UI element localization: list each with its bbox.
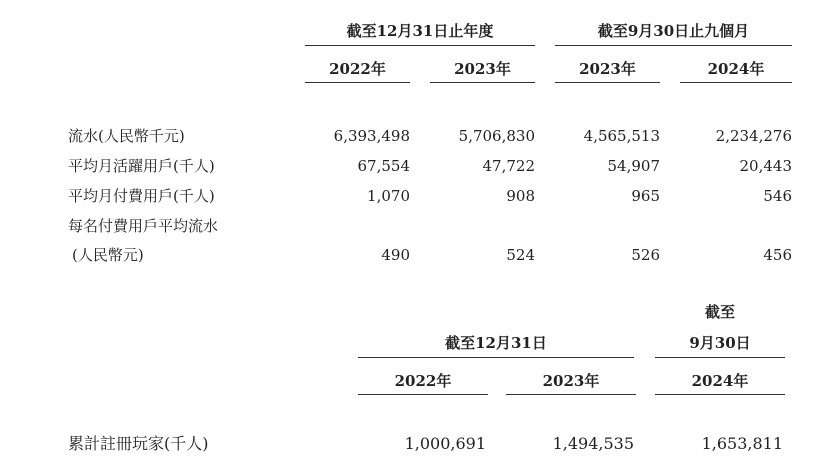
table2-year-header-1: 2022年 xyxy=(394,372,452,390)
table2-group-header-right-line2: 9月30日 xyxy=(689,334,751,352)
table1-cell: 524 xyxy=(506,246,535,264)
table2-group-header-right-line1: 截至 xyxy=(704,303,735,321)
table1-cell: 490 xyxy=(381,246,410,264)
table2-cell: 1,494,535 xyxy=(552,434,634,453)
table1-cell: 456 xyxy=(763,246,792,264)
table1-year-rule-1 xyxy=(305,82,410,83)
table1-cell: 965 xyxy=(631,187,660,205)
table2-cell: 1,653,811 xyxy=(701,434,783,453)
table1-group-rule-left xyxy=(305,45,535,46)
table1-year-rule-2 xyxy=(430,82,535,83)
table2-group-rule-left xyxy=(358,357,634,358)
table1-row-label: 平均月活躍用戶(千人) xyxy=(68,157,215,175)
table1-row-label-continued: (人民幣元) xyxy=(72,246,144,264)
table1-cell: 6,393,498 xyxy=(333,127,410,145)
table2-year-rule-2 xyxy=(506,394,636,395)
table2-year-rule-1 xyxy=(358,394,488,395)
table1-year-header-4: 2024年 xyxy=(707,60,765,78)
table1-year-rule-3 xyxy=(555,82,660,83)
table1-cell: 20,443 xyxy=(739,157,792,175)
table1-group-header-nine-months: 截至9月30日止九個月 xyxy=(597,22,750,40)
table1-cell: 1,070 xyxy=(367,187,410,205)
table2-cell: 1,000,691 xyxy=(404,434,486,453)
table2-row-label: 累計註冊玩家(千人) xyxy=(68,434,209,453)
table1-cell: 54,907 xyxy=(607,157,660,175)
table1-year-rule-4 xyxy=(680,82,792,83)
table1-group-rule-right xyxy=(555,45,792,46)
table1-year-header-3: 2023年 xyxy=(579,60,636,78)
table2-group-header-left: 截至12月31日 xyxy=(445,334,547,352)
table1-cell: 47,722 xyxy=(482,157,535,175)
table2-year-header-3: 2024年 xyxy=(691,372,749,390)
table1-row-label: 每名付費用戶平均流水 xyxy=(68,217,219,235)
table2-year-rule-3 xyxy=(655,394,785,395)
table1-cell: 67,554 xyxy=(357,157,410,175)
table1-cell: 908 xyxy=(506,187,535,205)
table1-row-label: 平均月付費用戶(千人) xyxy=(68,187,215,205)
table1-cell: 2,234,276 xyxy=(715,127,792,145)
table1-cell: 526 xyxy=(631,246,660,264)
table1-cell: 5,706,830 xyxy=(458,127,535,145)
table1-row-label: 流水(人民幣千元) xyxy=(68,127,185,145)
table1-year-header-1: 2022年 xyxy=(329,60,386,78)
table1-cell: 546 xyxy=(763,187,792,205)
table2-group-rule-right xyxy=(655,357,785,358)
table2-year-header-2: 2023年 xyxy=(542,372,600,390)
table1-group-header-year: 截至12月31日止年度 xyxy=(346,22,494,40)
table1-cell: 4,565,513 xyxy=(583,127,660,145)
table1-year-header-2: 2023年 xyxy=(454,60,511,78)
